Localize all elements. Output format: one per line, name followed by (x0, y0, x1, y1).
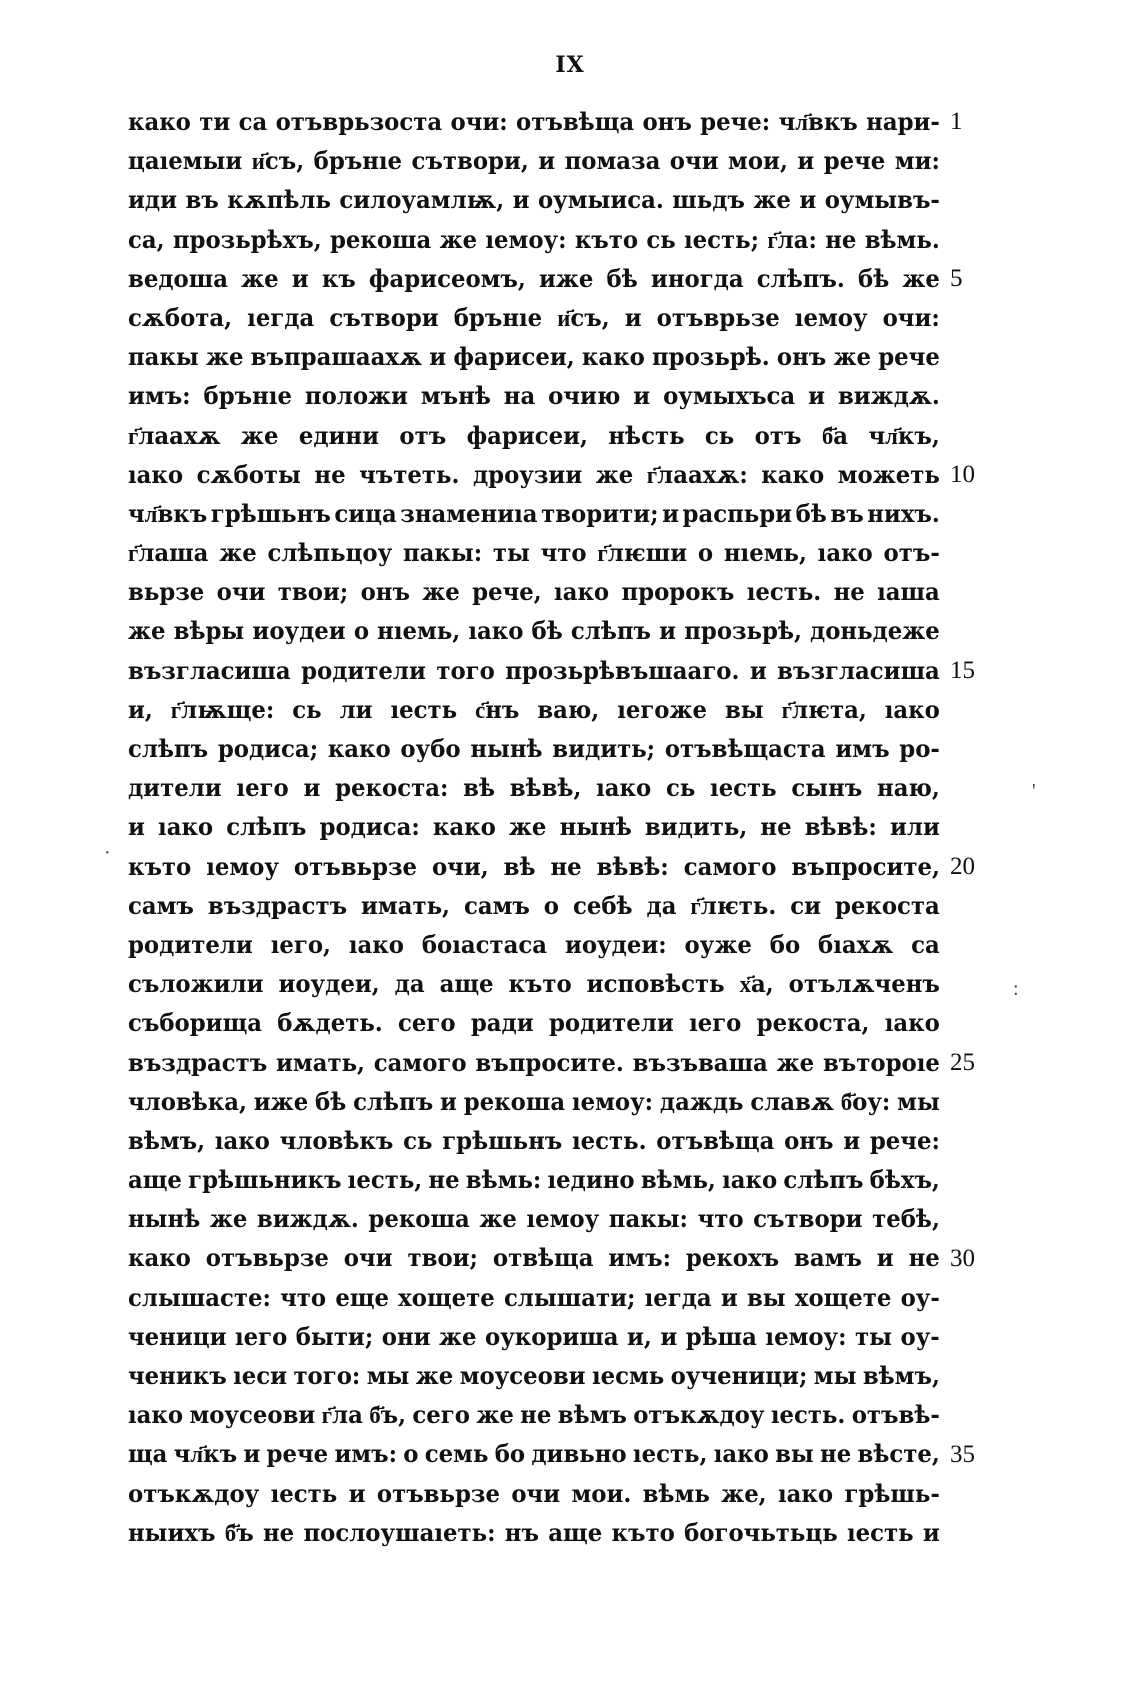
text-line: слѣпъ родиса; како оубо нынѣ видить; отъвѣщаста имъ ро- (128, 734, 940, 763)
text-line: пакы же въпрашаахѫ и фарисеи, како прозьрѣ. онъ же рече (128, 342, 940, 372)
text-line: г҃лаахѫ же едини отъ фарисеи, нѣсть сь отъ б҃а чл҃къ, (128, 420, 940, 450)
text-line: възгласиша родители того прозьрѣвъшааго. и възгласиша (128, 655, 940, 685)
text-line: и, г҃лѭще: сь ли ıесть с҃нъ ваю, ıегоже вы г҃лѥта, ıако (128, 694, 940, 724)
margin-speck: · (104, 842, 111, 864)
text-line: чловѣка, иже бѣ слѣпъ и рекоша ıемоу: даждь славѫ б҃оу: мы (128, 1086, 940, 1116)
text-line: иди въ кѫпѣль силоуамлѭ, и оумыиса. шьдъ же и оумывъ- (128, 185, 940, 215)
text-line: како отъвьрзе очи твои; отвѣща имъ: рекохъ вамъ и не (128, 1243, 940, 1273)
line-number: 20 (950, 852, 975, 880)
line-number: 15 (950, 656, 975, 684)
text-line: къто ıемоу отъвьрзе очи, вѣ не вѣвѣ: самого въпросите, (128, 851, 940, 881)
text-line: же вѣры иоудеи о нıемь, ıако бѣ слѣпъ и прозьрѣ, доньдеже (128, 616, 940, 646)
text-line: сѫбота, ıегда сътвори брънıе и҃съ, и отъврьзе ıемоу очи: (128, 302, 940, 332)
line-number: 1 (950, 108, 963, 135)
text-line: ныихъ б҃ъ не послоушаıеть: нъ аще къто богочьтьць ıесть и (128, 1517, 940, 1547)
text-line: ченици ıего быти; они же оукориша и, и рѣша ıемоу: ты оу- (128, 1321, 940, 1351)
text-line: родители ıего, ıако боıастаса иоудеи: оуже бо бıахѫ са (128, 929, 940, 959)
text-line: слышасте: что еще хощете слышати; ıегда и вы хощете оу- (128, 1282, 940, 1312)
text-line: и ıако слѣпъ родиса: како же нынѣ видить, не вѣвѣ: или (128, 812, 940, 842)
text-line: отъкѫдоу ıесть и отъвьрзе очи мои. вѣмь же, ıако грѣшь- (128, 1478, 940, 1508)
text-line: имъ: брънıе положи мънѣ на очию и оумыхъса и виждѫ. (128, 381, 940, 411)
text-line: въздрастъ имать, самого въпросите. възъваша же вътороıе (128, 1047, 940, 1077)
text-line: вѣмъ, ıако чловѣкъ сь грѣшьнъ ıесть. отъвѣща онъ и рече: (128, 1125, 940, 1155)
line-number: 10 (950, 460, 975, 488)
text-line: са, прозьрѣхъ, рекоша же ıемоу: къто сь ıесть; г҃ла: не вѣмь. (128, 224, 940, 254)
text-line: ченикъ ıеси того: мы же моусеови ıесмь оученици; мы вѣмъ, (128, 1361, 940, 1390)
text-line: ıако сѫботы не чътеть. дроузии же г҃лаахѫ: како можеть (128, 459, 940, 489)
page-number: IX (555, 52, 585, 78)
text-line: съборища бѫдеть. сего ради родители ıего рекоста, ıако (128, 1008, 940, 1038)
text-line: ıако моусеови г҃ла б҃ъ, сего же не вѣмъ отъкѫдоу ıесть. отъвѣ- (128, 1400, 940, 1430)
text-line: съложили иоудеи, да аще къто исповѣсть х҃а, отълѫченъ (128, 969, 940, 999)
line-number: 35 (950, 1440, 975, 1468)
line-number: 25 (950, 1048, 975, 1076)
margin-speck: ' (1032, 780, 1036, 802)
text-line: ща чл҃къ и рече имъ: о семь бо дивьно ıесть, ıако вы не вѣсте, (128, 1439, 940, 1469)
text-line: дители ıего и рекоста: вѣ вѣвѣ, ıако сь ıесть сынъ наю, (128, 773, 940, 803)
line-number: 30 (950, 1244, 975, 1272)
text-line: чл҃вкъ грѣшьнъ сица знамениıа творити; и распьри бѣ въ нихъ. (128, 498, 940, 528)
margin-speck: : (1013, 978, 1019, 1000)
text-line: вьрзе очи твои; онъ же рече, ıако пророкъ ıесть. не ıаша (128, 577, 940, 607)
text-line: самъ въздрастъ имать, самъ о себѣ да г҃лѥть. си рекоста (128, 890, 940, 920)
line-number: 5 (950, 264, 963, 292)
text-line: аще грѣшьникъ ıесть, не вѣмь: ıедино вѣмь, ıако слѣпъ бѣхъ, (128, 1165, 940, 1195)
text-line: ведоша же и къ фарисеомъ, иже бѣ иногда слѣпъ. бѣ же (128, 263, 940, 293)
text-line: нынѣ же виждѫ. рекоша же ıемоу пакы: что сътвори тебѣ, (128, 1204, 940, 1234)
text-line: г҃лаша же слѣпьцоу пакы: ты что г҃лѥши о нıемь, ıако отъ- (128, 538, 940, 568)
text-column (128, 102, 940, 1552)
text-line: како ти са отъврьзоста очи: отъвѣща онъ рече: чл҃вкъ нари- (128, 107, 940, 136)
text-line: цаıемыи и҃съ, брънıе сътвори, и помаза очи мои, и рече ми: (128, 146, 940, 176)
